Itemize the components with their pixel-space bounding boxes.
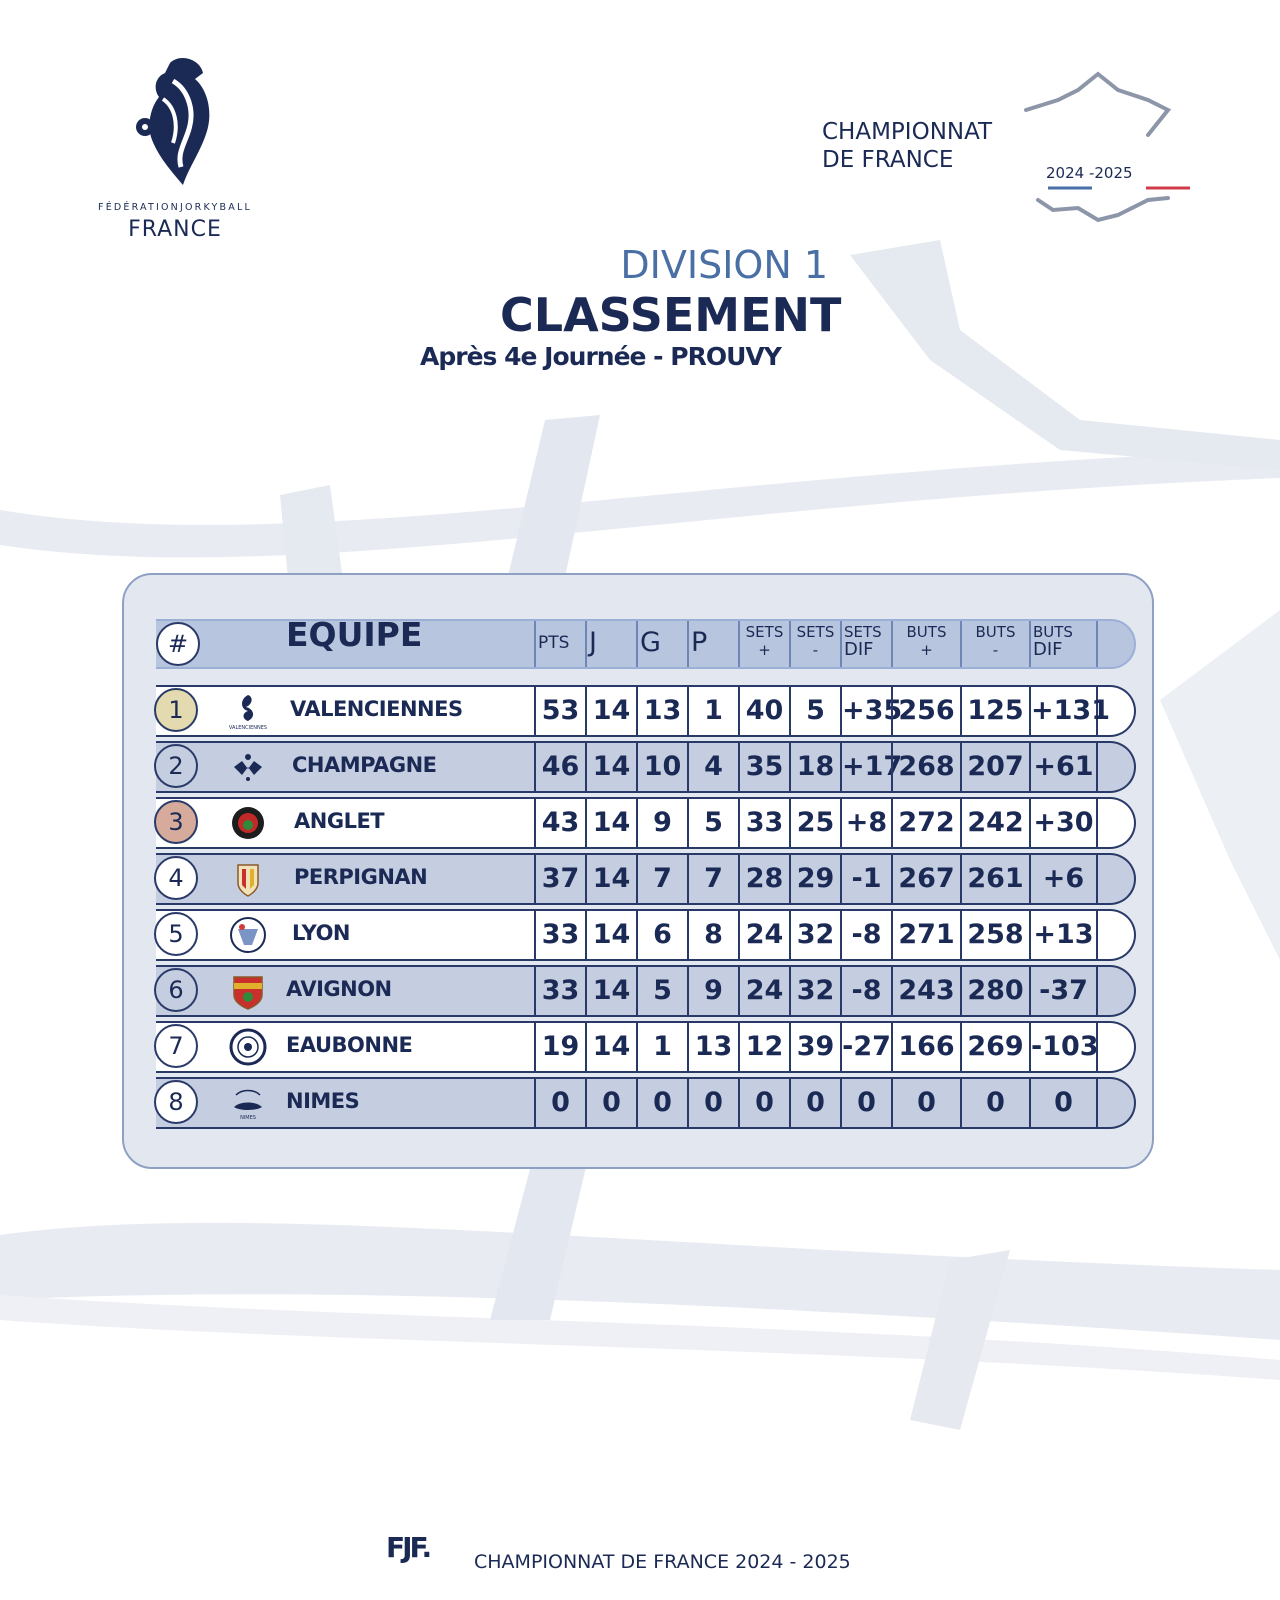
cell-p: 4: [687, 743, 738, 791]
rank-badge: 1: [154, 688, 198, 732]
cell-sets_dif: -27: [840, 1023, 891, 1071]
cell-pts: 43: [534, 799, 585, 847]
cell-buts_dif: -37: [1029, 967, 1098, 1015]
cell-sets_dif: -8: [840, 967, 891, 1015]
team-name: ANGLET: [294, 809, 385, 833]
cell-pts: 33: [534, 967, 585, 1015]
cell-buts_minus: 258: [960, 911, 1029, 959]
cell-g: 5: [636, 967, 687, 1015]
team-logo-icon: [228, 803, 268, 843]
cell-buts_minus: 280: [960, 967, 1029, 1015]
cell-buts_plus: 271: [891, 911, 960, 959]
cell-sets_dif: 0: [840, 1079, 891, 1127]
cell-buts_minus: 261: [960, 855, 1029, 903]
cell-sets_plus: 33: [738, 799, 789, 847]
page-subtitle: Après 4e Journée - PROUVY: [420, 342, 781, 371]
cell-sets_minus: 0: [789, 1079, 840, 1127]
team-logo-icon: [228, 1083, 268, 1123]
cell-j: 14: [585, 687, 636, 735]
cell-p: 0: [687, 1079, 738, 1127]
season-label: 2024 -2025: [1046, 164, 1133, 182]
column-header-buts_dif: [1029, 621, 1098, 667]
rank-badge: 6: [154, 968, 198, 1012]
cell-g: 9: [636, 799, 687, 847]
column-header-p: [687, 621, 738, 667]
cell-sets_plus: 12: [738, 1023, 789, 1071]
column-header-line1: SETS: [796, 623, 835, 641]
rank-badge: 2: [154, 744, 198, 788]
column-header-line2: DIF: [1033, 639, 1063, 660]
cell-pts: 19: [534, 1023, 585, 1071]
cell-sets_dif: +8: [840, 799, 891, 847]
cell-g: 0: [636, 1079, 687, 1127]
cell-sets_plus: 28: [738, 855, 789, 903]
column-header-line1: BUTS: [1033, 623, 1073, 641]
cell-g: 13: [636, 687, 687, 735]
footer-logo: FJF.: [386, 1531, 430, 1564]
cell-g: 7: [636, 855, 687, 903]
team-name: EAUBONNE: [286, 1033, 413, 1057]
division-title: DIVISION 1: [620, 243, 828, 287]
column-header-label: J: [589, 627, 597, 658]
rank-badge: 5: [154, 912, 198, 956]
cell-buts_dif: -103: [1029, 1023, 1098, 1071]
cell-j: 14: [585, 911, 636, 959]
cell-buts_dif: +61: [1029, 743, 1098, 791]
column-header-line2: +: [758, 641, 771, 659]
column-header-line2: -: [812, 641, 819, 659]
team-name: LYON: [292, 921, 350, 945]
team-header: EQUIPE: [286, 615, 423, 654]
cell-buts_dif: +6: [1029, 855, 1098, 903]
cell-buts_minus: 0: [960, 1079, 1029, 1127]
cell-sets_minus: 32: [789, 911, 840, 959]
cell-sets_plus: 24: [738, 967, 789, 1015]
cell-j: 14: [585, 967, 636, 1015]
cell-g: 1: [636, 1023, 687, 1071]
federation-country: FRANCE: [128, 217, 222, 242]
cell-sets_dif: -8: [840, 911, 891, 959]
cell-p: 8: [687, 911, 738, 959]
column-header-line2: -: [992, 641, 999, 659]
cell-pts: 37: [534, 855, 585, 903]
rank-badge: 4: [154, 856, 198, 900]
svg-text:NIMES: NIMES: [240, 1115, 256, 1121]
cell-g: 10: [636, 743, 687, 791]
column-header-label: P: [691, 627, 708, 658]
team-name: CHAMPAGNE: [292, 753, 437, 777]
team-logo-icon: [228, 859, 268, 899]
cell-pts: 53: [534, 687, 585, 735]
column-header-sets_plus: [738, 621, 789, 667]
cell-p: 7: [687, 855, 738, 903]
cell-pts: 0: [534, 1079, 585, 1127]
column-header-line1: SETS: [844, 623, 882, 641]
cell-sets_minus: 25: [789, 799, 840, 847]
rank-badge: 7: [154, 1024, 198, 1068]
rank-badge: 3: [154, 800, 198, 844]
rooster-icon: [95, 55, 255, 200]
cell-j: 14: [585, 855, 636, 903]
cell-buts_minus: 125: [960, 687, 1029, 735]
column-header-sets_dif: [840, 621, 891, 667]
championship-title: [822, 118, 992, 174]
cell-sets_dif: +35: [840, 687, 891, 735]
cell-p: 1: [687, 687, 738, 735]
column-header-line1: SETS: [745, 623, 784, 641]
cell-buts_minus: 269: [960, 1023, 1029, 1071]
cell-buts_plus: 0: [891, 1079, 960, 1127]
column-header-buts_minus: [960, 621, 1029, 667]
rank-badge: 8: [154, 1080, 198, 1124]
cell-buts_minus: 207: [960, 743, 1029, 791]
cell-sets_minus: 39: [789, 1023, 840, 1071]
championship-line2: DE FRANCE: [822, 147, 954, 173]
team-name: NIMES: [286, 1089, 360, 1113]
cell-sets_minus: 18: [789, 743, 840, 791]
team-logo-icon: [228, 971, 268, 1011]
cell-j: 14: [585, 1023, 636, 1071]
cell-sets_plus: 24: [738, 911, 789, 959]
column-header-pts: [534, 621, 585, 667]
column-header-buts_plus: [891, 621, 960, 667]
cell-buts_plus: 272: [891, 799, 960, 847]
column-header-line1: BUTS: [906, 623, 947, 641]
cell-buts_plus: 256: [891, 687, 960, 735]
federation-name: FÉDÉRATIONJORKYBALL: [98, 202, 252, 213]
cell-g: 6: [636, 911, 687, 959]
cell-sets_minus: 32: [789, 967, 840, 1015]
team-logo-icon: [228, 747, 268, 787]
championship-line1: CHAMPIONNAT: [822, 119, 993, 145]
cell-p: 5: [687, 799, 738, 847]
team-logo-icon: [228, 1027, 268, 1067]
cell-buts_dif: +13: [1029, 911, 1098, 959]
cell-sets_plus: 0: [738, 1079, 789, 1127]
cell-sets_plus: 40: [738, 687, 789, 735]
rank-header: #: [156, 622, 200, 666]
cell-sets_dif: +17: [840, 743, 891, 791]
cell-buts_plus: 166: [891, 1023, 960, 1071]
federation-logo: [95, 55, 255, 245]
column-header-g: [636, 621, 687, 667]
cell-sets_dif: -1: [840, 855, 891, 903]
column-header-line1: BUTS: [975, 623, 1016, 641]
column-header-line2: +: [920, 641, 933, 659]
cell-buts_dif: +131: [1029, 687, 1098, 735]
cell-j: 14: [585, 799, 636, 847]
team-name: PERPIGNAN: [294, 865, 428, 889]
team-name: AVIGNON: [286, 977, 392, 1001]
cell-buts_plus: 268: [891, 743, 960, 791]
cell-p: 13: [687, 1023, 738, 1071]
cell-buts_plus: 243: [891, 967, 960, 1015]
cell-buts_minus: 242: [960, 799, 1029, 847]
cell-sets_minus: 5: [789, 687, 840, 735]
svg-text:VALENCIENNES: VALENCIENNES: [228, 725, 268, 731]
cell-buts_dif: +30: [1029, 799, 1098, 847]
cell-sets_plus: 35: [738, 743, 789, 791]
cell-pts: 46: [534, 743, 585, 791]
france-map-icon: [1018, 70, 1198, 235]
column-header-line2: DIF: [844, 639, 874, 660]
cell-j: 14: [585, 743, 636, 791]
cell-p: 9: [687, 967, 738, 1015]
page-title: CLASSEMENT: [500, 288, 842, 342]
cell-pts: 33: [534, 911, 585, 959]
footer-text: CHAMPIONNAT DE FRANCE 2024 - 2025: [474, 1551, 851, 1573]
team-logo-icon: [228, 915, 268, 955]
cell-buts_dif: 0: [1029, 1079, 1098, 1127]
column-header-j: [585, 621, 636, 667]
team-logo-icon: [228, 691, 268, 731]
column-header-label: PTS: [538, 633, 570, 653]
cell-j: 0: [585, 1079, 636, 1127]
cell-buts_plus: 267: [891, 855, 960, 903]
column-header-sets_minus: [789, 621, 840, 667]
column-header-label: G: [640, 627, 661, 658]
team-name: VALENCIENNES: [290, 697, 463, 721]
cell-sets_minus: 29: [789, 855, 840, 903]
